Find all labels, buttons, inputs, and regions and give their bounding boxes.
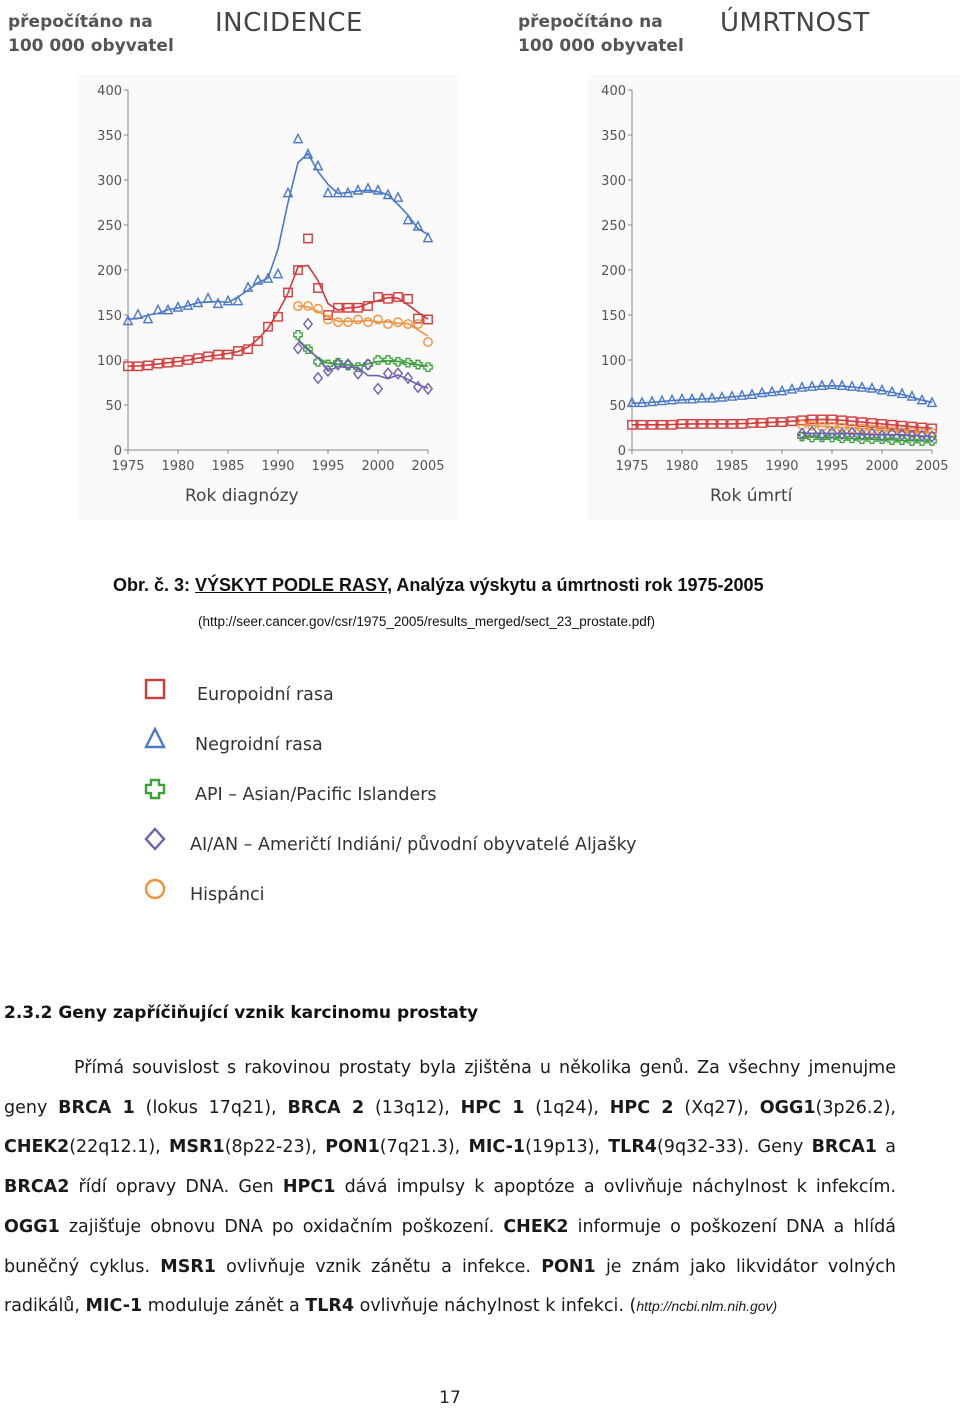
caption-source-url: (http://seer.cancer.gov/csr/1975_2005/results_merged/sect_23_prostate.pdf) [198,614,656,629]
caption-underlined: VÝSKYT PODLE RASY, [195,575,393,595]
y-tick-label: 250 [601,219,626,234]
y-tick-label: 300 [97,174,122,189]
x-tick-label: 2005 [411,459,445,474]
x-tick-label: 2000 [865,459,899,474]
gene-brca1: BRCA1 [811,1137,877,1158]
mortality-per-capita-line2: 100 000 obyvatel [518,36,684,56]
gene-msr1: MSR1 [160,1256,216,1277]
x-tick-label: 1975 [615,459,649,474]
gene-ogg1: OGG1 [4,1216,60,1237]
y-tick-label: 300 [601,174,626,189]
para-text: zajišťuje obnovu DNA po oxidačním poškození. [59,1216,504,1237]
incidence-per-capita-line2: 100 000 obyvatel [8,36,174,56]
para-text: (Xq27), [673,1097,760,1118]
x-tick-label: 1985 [715,459,749,474]
gene-pon1: PON1 [325,1137,380,1158]
incidence-per-capita-line1: přepočítáno na [8,12,153,32]
para-text: dává impulsy k apoptóze a ovlivňuje náchylnost k infekcím. [335,1177,897,1198]
gene-hpc1: HPC 1 [460,1097,525,1118]
para-text: Přímá souvislost s rakovinou prostaty byla zjištěna u několika genů. Za všechny jmenujme geny [4,1058,896,1118]
gene-tlr4: TLR4 [305,1296,355,1317]
section-heading: 2.3.2 Geny zapříčiňující vznik karcinomu prostaty [4,1003,479,1023]
y-tick-label: 150 [601,309,626,324]
x-tick-label: 1985 [211,459,245,474]
legend-label: API – Asian/Pacific Islanders [195,785,437,805]
y-tick-label: 100 [601,354,626,369]
gene-msr1: MSR1 [169,1137,225,1158]
para-text: (1q24), [524,1097,610,1118]
incidence-plot [0,0,480,520]
y-tick-label: 400 [601,84,626,99]
x-tick-label: 1995 [815,459,849,474]
source-link[interactable]: http://ncbi.nlm.nih.gov) [636,1298,778,1315]
y-tick-label: 50 [105,399,122,414]
y-tick-label: 150 [97,309,122,324]
legend-label: AI/AN – Američtí Indiáni/ původní obyvatelé Aljašky [190,835,637,855]
para-text: moduluje zánět a [142,1296,306,1317]
y-tick-label: 0 [113,444,122,459]
diamond-marker-icon [146,829,164,849]
x-tick-label: 1990 [765,459,799,474]
caption-prefix: Obr. č. 3: [113,575,196,595]
para-text: (8p22-23), [224,1137,326,1158]
gene-tlr4: TLR4 [608,1137,657,1158]
para-text: informuje o poškození DNA a hlídá buněčný cyklus. [4,1216,896,1277]
y-tick-label: 0 [617,444,626,459]
para-text: a [876,1137,896,1158]
section-paragraph [4,1049,896,1327]
para-text: (3p26.2), [815,1097,896,1118]
gene-hpc2: HPC 2 [609,1097,674,1118]
para-text: je znám jako likvidátor volných radikálů, [4,1256,897,1317]
para-text: (9q32-33). Geny [656,1137,812,1158]
para-text: řídí opravy DNA. Gen [69,1177,283,1198]
cross-marker-icon [146,780,164,798]
circle-marker-icon [146,880,164,898]
legend-label: Europoidní rasa [197,685,334,705]
para-text: (19p13), [525,1137,609,1158]
gene-brca2: BRCA2 [4,1177,70,1198]
y-tick-label: 100 [97,354,122,369]
y-tick-label: 50 [609,399,626,414]
legend-marker [140,874,170,904]
gene-brca1: BRCA 1 [58,1097,135,1118]
legend-marker [140,824,170,854]
x-tick-label: 1995 [311,459,345,474]
mortality-plot [510,0,960,520]
y-tick-label: 250 [97,219,122,234]
y-tick-label: 350 [97,129,122,144]
x-tick-label: 1975 [111,459,145,474]
y-tick-label: 400 [97,84,122,99]
page-number: 17 [439,1388,461,1408]
triangle-marker-icon [146,729,164,747]
gene-brca2: BRCA 2 [287,1097,365,1118]
mortality-per-capita-line1: přepočítáno na [518,12,663,32]
para-text: (lokus 17q21), [134,1097,288,1118]
para-text: (13q12), [364,1097,461,1118]
gene-chek2: CHEK2 [4,1137,70,1158]
para-text: ovlivňuje vznik zánětu a infekce. [215,1256,542,1277]
legend-label: Hispánci [190,885,265,905]
gene-mic1: MIC-1 [468,1137,526,1158]
gene-chek2: CHEK2 [503,1216,569,1237]
x-tick-label: 2000 [361,459,395,474]
x-tick-label: 1980 [161,459,195,474]
gene-mic1: MIC-1 [85,1296,143,1317]
mortality-title: ÚMRTNOST [720,8,870,38]
y-tick-label: 200 [97,264,122,279]
legend-marker [140,674,170,704]
legend-marker [140,774,170,804]
mortality-chart [510,0,960,520]
para-text: (7q21.3), [379,1137,469,1158]
x-tick-label: 1980 [665,459,699,474]
legend-label: Negroidní rasa [195,735,323,755]
y-tick-label: 350 [601,129,626,144]
x-tick-label: 1990 [261,459,295,474]
mortality-xlabel: Rok úmrtí [710,486,793,506]
incidence-xlabel: Rok diagnózy [185,486,299,506]
gene-hpc1: HPC1 [282,1177,336,1198]
incidence-chart [0,0,480,520]
y-tick-label: 200 [601,264,626,279]
incidence-title: INCIDENCE [215,8,363,38]
x-tick-label: 2005 [915,459,949,474]
para-text: (22q12.1), [69,1137,170,1158]
para-text: ovlivňuje náchylnost k infekci. ( [354,1296,637,1317]
legend-marker [140,724,170,754]
square-marker-icon [146,680,164,698]
figure-caption [113,575,764,596]
gene-pon1: PON1 [541,1256,596,1277]
gene-ogg1: OGG1 [759,1097,816,1118]
caption-rest: Analýza výskytu a úmrtnosti rok 1975-2005 [392,575,764,595]
